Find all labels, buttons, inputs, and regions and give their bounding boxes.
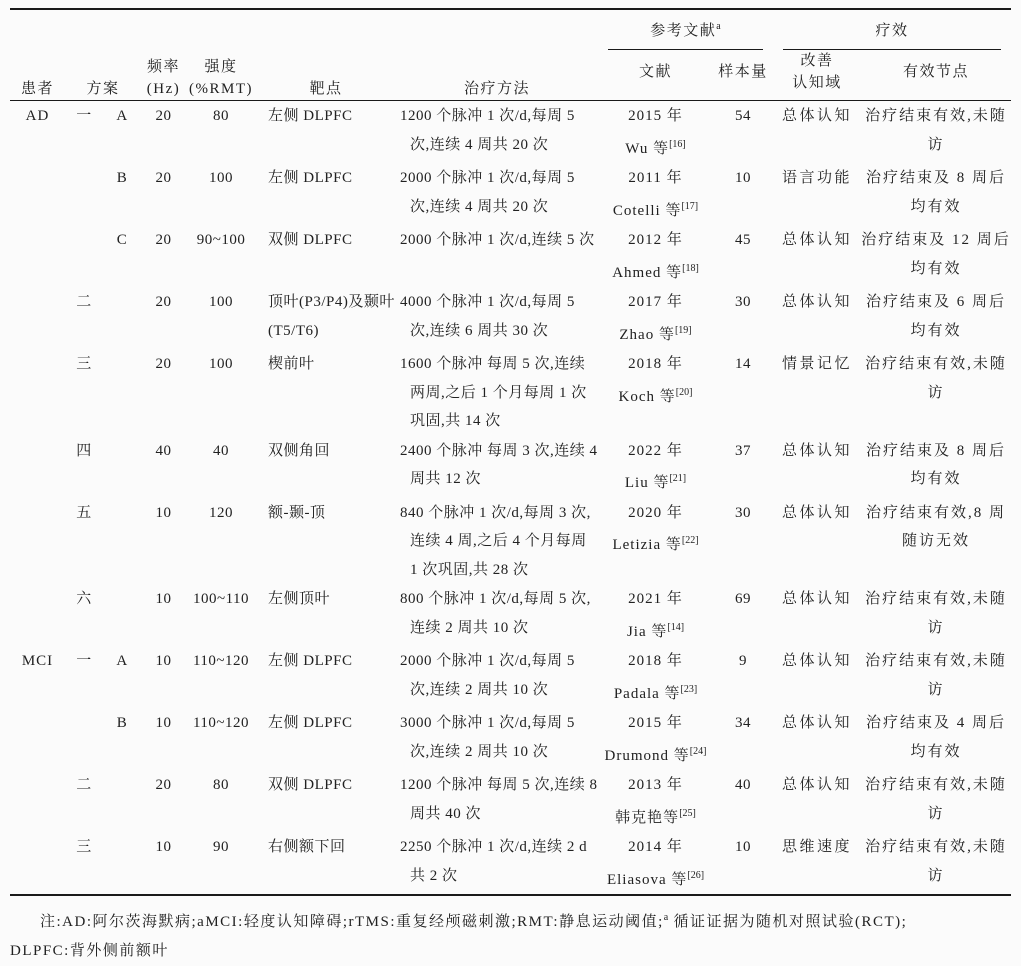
cell-intensity: 100 bbox=[209, 294, 234, 310]
cell-cognitive-domain: 思维速度 bbox=[782, 839, 853, 855]
cell-reference bbox=[598, 770, 713, 832]
cell-patient-group bbox=[10, 349, 65, 436]
cell-patient-group bbox=[10, 770, 65, 832]
header-cognitive-domain bbox=[773, 50, 861, 101]
rtms-protocol-table bbox=[10, 8, 1011, 896]
cell-intensity: 100~110 bbox=[192, 591, 250, 607]
cell-patient-group: AD bbox=[25, 108, 50, 124]
table-row bbox=[10, 101, 1011, 164]
cell-treatment-method: 1200 个脉冲 1 次/d,每周 5 次,连续 4 周共 20 次 bbox=[400, 108, 575, 153]
cell-protocol: 五 bbox=[76, 504, 92, 521]
cell-intensity: 100 bbox=[209, 170, 234, 186]
cell-reference bbox=[598, 498, 713, 585]
header-reference: 文献 bbox=[639, 64, 673, 80]
cell-intensity: 80 bbox=[213, 108, 230, 124]
reference-year: 2012 年 bbox=[628, 232, 683, 248]
reference-group-underline: 参考文献$^a$ bbox=[608, 16, 763, 50]
cell-frequency: 10 bbox=[155, 715, 172, 731]
cell-target-site: 楔前叶 bbox=[268, 356, 315, 372]
cell-intensity: 90 bbox=[213, 839, 230, 855]
citation-number: [17] bbox=[681, 200, 699, 212]
cell-protocol-variant: A bbox=[116, 108, 128, 124]
cell-frequency: 20 bbox=[155, 294, 172, 310]
cell-patient-group: MCI bbox=[21, 653, 54, 669]
cell-intensity: 120 bbox=[209, 504, 234, 521]
cell-frequency: 10 bbox=[155, 653, 172, 669]
reference-author: Cotelli 等[17] bbox=[612, 200, 699, 219]
cell-sample-size: 45 bbox=[735, 232, 752, 248]
citation-number: [21] bbox=[669, 473, 687, 484]
cell-effective-node: 治疗结束及 12 周后均有效 bbox=[861, 232, 1011, 277]
cell-protocol: 二 bbox=[76, 777, 92, 793]
header-target: 靶点 bbox=[309, 81, 343, 97]
header-plan: 方案 bbox=[86, 81, 120, 97]
cell-treatment-method: 1200 个脉冲 每周 5 次,连续 8 周共 40 次 bbox=[400, 777, 598, 822]
reference-year: 2011 年 bbox=[628, 170, 683, 186]
cell-reference bbox=[598, 436, 713, 498]
cell-reference bbox=[598, 349, 713, 436]
cell-target-site: 顶叶(P3/P4)及颞叶(T5/T6) bbox=[268, 294, 395, 339]
cell-protocol-variant bbox=[103, 287, 141, 349]
header-sample-size: 样本量 bbox=[718, 64, 768, 80]
table-row bbox=[10, 708, 1011, 770]
cell-treatment-method: 2000 个脉冲 1 次/d,连续 5 次 bbox=[400, 232, 595, 248]
cell-protocol-variant bbox=[103, 498, 141, 585]
footnote-text: 注:AD:阿尔茨海默病;aMCI:轻度认知障碍;rTMS:重复经颅磁刺激;RMT:静息运动阈值; bbox=[40, 914, 664, 930]
cell-reference bbox=[598, 708, 713, 770]
table-row bbox=[10, 584, 1011, 646]
cell-reference bbox=[598, 287, 713, 349]
cell-sample-size: 30 bbox=[735, 294, 752, 310]
reference-author: Letizia 等[22] bbox=[612, 535, 699, 553]
cell-protocol bbox=[65, 225, 103, 287]
cell-target-site: 额-颞-顶 bbox=[268, 504, 326, 521]
cell-cognitive-domain: 总体认知 bbox=[782, 294, 853, 310]
cell-treatment-method: 1600 个脉冲 每周 5 次,连续两周,之后 1 个月每周 1 次巩固,共 14 次 bbox=[400, 356, 587, 429]
header-method: 治疗方法 bbox=[464, 81, 531, 97]
table-body bbox=[10, 101, 1011, 896]
cell-sample-size: 69 bbox=[735, 591, 752, 607]
header-reference-group bbox=[598, 9, 773, 50]
cell-reference bbox=[598, 101, 713, 164]
cell-effective-node: 治疗结束有效,8 周随访无效 bbox=[866, 504, 1007, 549]
header-frequency-label: 频率 bbox=[147, 59, 181, 75]
cell-protocol: 一 bbox=[76, 653, 92, 669]
cell-cognitive-domain: 总体认知 bbox=[782, 108, 853, 124]
header-group-row bbox=[10, 9, 1011, 50]
reference-author: Jia 等[14] bbox=[626, 621, 685, 640]
header-efficacy-group bbox=[773, 9, 1011, 50]
cell-protocol: 三 bbox=[76, 839, 92, 855]
cell-frequency: 20 bbox=[155, 232, 172, 248]
citation-number: [18] bbox=[682, 262, 699, 274]
cell-sample-size: 9 bbox=[739, 653, 748, 669]
cell-intensity: 110~120 bbox=[192, 653, 250, 669]
reference-author: Ahmed 等[18] bbox=[612, 262, 699, 281]
citation-number: [23] bbox=[680, 683, 698, 695]
cell-effective-node: 治疗结束及 8 周后均有效 bbox=[866, 442, 1007, 487]
table-row bbox=[10, 225, 1011, 287]
cell-intensity: 40 bbox=[213, 442, 230, 459]
cell-protocol-variant bbox=[103, 349, 141, 436]
header-effective-node: 有效节点 bbox=[903, 64, 970, 80]
cell-protocol: 四 bbox=[76, 442, 92, 459]
cell-protocol-variant bbox=[103, 436, 141, 498]
table-row bbox=[10, 349, 1011, 436]
table-header bbox=[10, 9, 1011, 101]
cell-reference bbox=[598, 584, 713, 646]
citation-number: [25] bbox=[679, 807, 696, 819]
table-row bbox=[10, 436, 1011, 498]
header-frequency bbox=[141, 9, 186, 101]
cell-protocol-variant: C bbox=[116, 232, 128, 248]
cell-treatment-method: 840 个脉冲 1 次/d,每周 3 次,连续 4 周,之后 4 个月每周 1 次巩固,共 28 次 bbox=[400, 504, 591, 578]
cell-patient-group bbox=[10, 498, 65, 585]
cell-protocol-variant bbox=[103, 770, 141, 832]
footnote-marker-a: a bbox=[716, 21, 721, 32]
citation-number: [22] bbox=[681, 535, 699, 546]
cell-reference bbox=[598, 832, 713, 895]
header-domain-line2: 认知域 bbox=[792, 75, 842, 91]
reference-year: 2013 年 bbox=[628, 777, 683, 793]
cell-sample-size: 10 bbox=[735, 839, 752, 855]
cell-effective-node: 治疗结束及 8 周后均有效 bbox=[866, 170, 1007, 215]
cell-protocol-variant bbox=[103, 584, 141, 646]
cell-patient-group bbox=[10, 584, 65, 646]
reference-author: Eliasova 等[26] bbox=[606, 869, 705, 888]
cell-treatment-method: 2250 个脉冲 1 次/d,连续 2 d 共 2 次 bbox=[400, 839, 588, 884]
cell-target-site: 左侧 DLPFC bbox=[268, 170, 353, 186]
table-footnote bbox=[10, 903, 1011, 966]
cell-treatment-method: 800 个脉冲 1 次/d,每周 5 次,连续 2 周共 10 次 bbox=[400, 591, 591, 636]
citation-number: [14] bbox=[667, 621, 685, 633]
header-patient: 患者 bbox=[20, 81, 54, 97]
cell-protocol bbox=[65, 708, 103, 770]
cell-sample-size: 10 bbox=[735, 170, 752, 186]
cell-intensity: 90~100 bbox=[196, 232, 246, 248]
cell-patient-group bbox=[10, 708, 65, 770]
cell-sample-size: 54 bbox=[735, 108, 752, 124]
reference-author: Zhao 等[19] bbox=[619, 324, 692, 343]
reference-year: 2022 年 bbox=[628, 442, 683, 459]
table-row bbox=[10, 163, 1011, 225]
table-row bbox=[10, 498, 1011, 585]
table-row bbox=[10, 646, 1011, 708]
cell-target-site: 左侧 DLPFC bbox=[268, 653, 353, 669]
cell-cognitive-domain: 总体认知 bbox=[782, 777, 853, 793]
citation-number: [26] bbox=[687, 869, 705, 881]
cell-frequency: 10 bbox=[155, 839, 172, 855]
cell-cognitive-domain: 总体认知 bbox=[782, 653, 853, 669]
cell-treatment-method: 2400 个脉冲 每周 3 次,连续 4 周共 12 次 bbox=[400, 442, 598, 487]
cell-effective-node: 治疗结束有效,未随访 bbox=[865, 777, 1007, 822]
cell-effective-node: 治疗结束及 4 周后均有效 bbox=[866, 715, 1007, 760]
cell-frequency: 10 bbox=[155, 591, 172, 607]
cell-patient-group bbox=[10, 436, 65, 498]
efficacy-group-underline: 疗效 bbox=[783, 20, 1001, 50]
table-row bbox=[10, 770, 1011, 832]
reference-author: Wu 等[16] bbox=[625, 138, 686, 157]
cell-cognitive-domain: 总体认知 bbox=[782, 591, 853, 607]
cell-protocol-variant: B bbox=[116, 715, 128, 731]
reference-author: 韩克艳等[25] bbox=[615, 807, 696, 826]
cell-patient-group bbox=[10, 163, 65, 225]
table-row bbox=[10, 287, 1011, 349]
cell-target-site: 双侧角回 bbox=[268, 442, 331, 459]
cell-patient-group bbox=[10, 287, 65, 349]
cell-effective-node: 治疗结束有效,未随访 bbox=[865, 839, 1007, 884]
footnote-text-cont: 循证证据为随机对照试验(RCT); bbox=[668, 914, 908, 930]
cell-cognitive-domain: 情景记忆 bbox=[782, 356, 853, 372]
reference-author: Drumond 等[24] bbox=[604, 745, 707, 764]
cell-target-site: 左侧顶叶 bbox=[268, 591, 331, 607]
cell-protocol-variant: B bbox=[116, 170, 128, 186]
cell-effective-node: 治疗结束有效,未随访 bbox=[865, 356, 1007, 401]
header-intensity-unit: (%RMT) bbox=[189, 81, 254, 97]
reference-year: 2017 年 bbox=[628, 294, 683, 310]
cell-sample-size: 40 bbox=[735, 777, 752, 793]
table-row bbox=[10, 832, 1011, 895]
cell-treatment-method: 2000 个脉冲 1 次/d,每周 5 次,连续 4 周共 20 次 bbox=[400, 170, 575, 215]
cell-cognitive-domain: 总体认知 bbox=[782, 504, 853, 521]
reference-year: 2015 年 bbox=[628, 715, 683, 731]
cell-effective-node: 治疗结束有效,未随访 bbox=[865, 653, 1007, 698]
header-domain-line1: 改善 bbox=[800, 53, 834, 69]
header-frequency-unit: (Hz) bbox=[146, 81, 181, 97]
cell-protocol bbox=[65, 163, 103, 225]
cell-patient-group bbox=[10, 832, 65, 895]
reference-year: 2020 年 bbox=[628, 504, 683, 521]
cell-intensity: 80 bbox=[213, 777, 230, 793]
cell-reference bbox=[598, 163, 713, 225]
citation-number: [24] bbox=[689, 745, 707, 757]
cell-frequency: 20 bbox=[155, 777, 172, 793]
cell-target-site: 右侧额下回 bbox=[268, 839, 346, 855]
reference-author: Liu 等[21] bbox=[624, 473, 687, 491]
cell-target-site: 左侧 DLPFC bbox=[268, 715, 353, 731]
header-intensity-label: 强度 bbox=[204, 59, 238, 75]
cell-effective-node: 治疗结束有效,未随访 bbox=[865, 108, 1007, 153]
cell-reference bbox=[598, 646, 713, 708]
cell-protocol: 一 bbox=[76, 108, 92, 124]
cell-treatment-method: 4000 个脉冲 1 次/d,每周 5 次,连续 6 周共 30 次 bbox=[400, 294, 575, 339]
cell-target-site: 左侧 DLPFC bbox=[268, 108, 353, 124]
cell-protocol: 六 bbox=[76, 591, 92, 607]
cell-protocol-variant: A bbox=[116, 653, 128, 669]
reference-year: 2015 年 bbox=[628, 108, 683, 124]
citation-number: [16] bbox=[669, 138, 686, 150]
reference-year: 2018 年 bbox=[628, 356, 683, 372]
cell-target-site: 双侧 DLPFC bbox=[268, 232, 353, 248]
cell-protocol-variant bbox=[103, 832, 141, 895]
reference-author: Koch 等[20] bbox=[618, 386, 693, 405]
cell-treatment-method: 2000 个脉冲 1 次/d,每周 5 次,连续 2 周共 10 次 bbox=[400, 653, 575, 698]
citation-number: [20] bbox=[675, 386, 693, 398]
reference-year: 2014 年 bbox=[628, 839, 683, 855]
cell-patient-group bbox=[10, 225, 65, 287]
cell-effective-node: 治疗结束及 6 周后均有效 bbox=[866, 294, 1007, 339]
cell-sample-size: 30 bbox=[735, 504, 752, 521]
cell-effective-node: 治疗结束有效,未随访 bbox=[865, 591, 1007, 636]
cell-frequency: 40 bbox=[155, 442, 172, 459]
cell-target-site: 双侧 DLPFC bbox=[268, 777, 353, 793]
cell-frequency: 20 bbox=[155, 356, 172, 372]
footnote-marker-a: a bbox=[663, 912, 669, 923]
cell-sample-size: 37 bbox=[735, 442, 752, 459]
cell-cognitive-domain: 总体认知 bbox=[782, 442, 853, 459]
cell-sample-size: 14 bbox=[735, 356, 752, 372]
cell-frequency: 20 bbox=[155, 170, 172, 186]
cell-reference bbox=[598, 225, 713, 287]
footnote-line2: DLPFC:背外侧前额叶 bbox=[10, 943, 169, 959]
citation-number: [19] bbox=[674, 324, 692, 336]
cell-frequency: 20 bbox=[155, 108, 172, 124]
cell-treatment-method: 3000 个脉冲 1 次/d,每周 5 次,连续 2 周共 10 次 bbox=[400, 715, 575, 760]
cell-sample-size: 34 bbox=[735, 715, 752, 731]
header-intensity bbox=[186, 9, 256, 101]
cell-cognitive-domain: 总体认知 bbox=[782, 232, 853, 248]
cell-cognitive-domain: 总体认知 bbox=[782, 715, 853, 731]
reference-year: 2018 年 bbox=[628, 653, 683, 669]
cell-protocol: 三 bbox=[76, 356, 92, 372]
cell-frequency: 10 bbox=[155, 504, 172, 521]
reference-author: Padala 等[23] bbox=[613, 683, 698, 702]
cell-intensity: 110~120 bbox=[192, 715, 250, 731]
cell-cognitive-domain: 语言功能 bbox=[782, 170, 853, 186]
cell-protocol: 二 bbox=[76, 294, 92, 310]
cell-intensity: 100 bbox=[209, 356, 234, 372]
reference-year: 2021 年 bbox=[628, 591, 683, 607]
